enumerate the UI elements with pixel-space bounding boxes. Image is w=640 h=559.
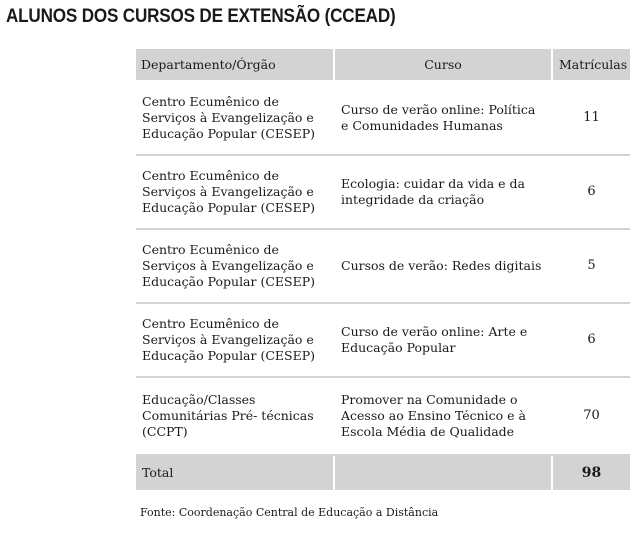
header-department: Departamento/Órgão [136,49,334,81]
cell-department: Centro Ecumênico de Serviços à Evangelização e Educação Popular (CESEP) [136,229,334,303]
total-label: Total [136,455,334,490]
cell-enrollments: 6 [552,155,630,229]
cell-course: Curso de verão online: Arte e Educação Popular [334,303,552,377]
table-row [136,229,630,303]
enrollment-table [136,49,630,490]
cell-enrollments: 6 [552,303,630,377]
total-value: 98 [552,455,630,490]
table-row [136,377,630,455]
table-row [136,303,630,377]
cell-department: Centro Ecumênico de Serviços à Evangelização e Educação Popular (CESEP) [136,303,334,377]
cell-course: Curso de verão online: Política e Comunidades Humanas [334,81,552,155]
cell-enrollments: 70 [552,377,630,455]
cell-enrollments: 11 [552,81,630,155]
cell-enrollments: 5 [552,229,630,303]
cell-department: Educação/Classes Comunitárias Pré- técnicas (CCPT) [136,377,334,455]
page-title: ALUNOS DOS CURSOS DE EXTENSÃO (CCEAD) [6,6,396,27]
table-row [136,155,630,229]
cell-department: Centro Ecumênico de Serviços à Evangelização e Educação Popular (CESEP) [136,81,334,155]
table-header-row [136,49,630,81]
header-course: Curso [334,49,552,81]
table-row [136,81,630,155]
header-enrollments: Matrículas [552,49,630,81]
source-note: Fonte: Coordenação Central de Educação a Distância [140,506,439,519]
total-empty-cell [334,455,552,490]
cell-course: Ecologia: cuidar da vida e da integridade da criação [334,155,552,229]
total-row [136,455,630,490]
cell-course: Cursos de verão: Redes digitais [334,229,552,303]
cell-department: Centro Ecumênico de Serviços à Evangelização e Educação Popular (CESEP) [136,155,334,229]
cell-course: Promover na Comunidade o Acesso ao Ensino Técnico e à Escola Média de Qualidade [334,377,552,455]
